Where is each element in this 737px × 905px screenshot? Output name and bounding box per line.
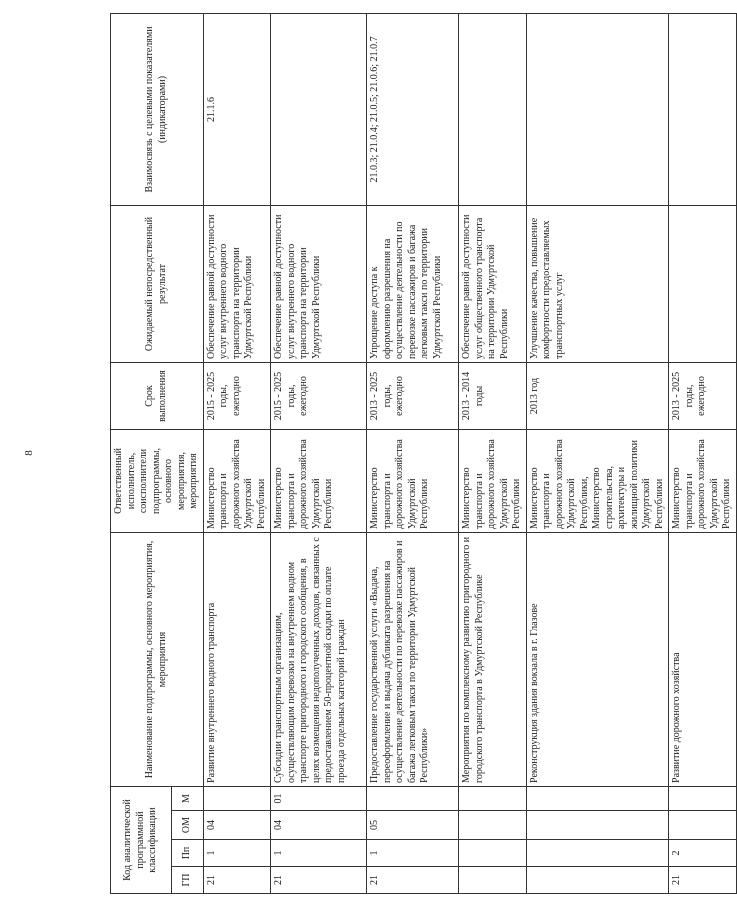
header-term: Срок выполнения: [111, 362, 204, 429]
cell-gp: 21: [669, 867, 737, 894]
header-pp: Пп: [171, 840, 203, 867]
cell-m: [203, 786, 271, 810]
cell-pp: [526, 840, 669, 867]
header-name: Наименование подпрограммы, основного мероприятия, мероприятия: [111, 532, 204, 786]
cell-result: Улучшение качества, повышение комфортности предоставляемых транспортных услуг: [526, 205, 669, 362]
cell-term: 2013 - 2025 годы, ежегодно: [669, 362, 737, 429]
cell-om: [459, 811, 527, 840]
cell-name: Субсидии транспортным организациям, осуществляющим перевозки на внутреннем водном транспорте пригородного и городского сообщения, в целях возмещения недополученных доходов, связанных с предоставлением 50-процентной скидки по оплате проезда отдельных категорий граждан: [271, 532, 367, 786]
cell-responsible: Министерство транспорта и дорожного хозяйства Удмуртской Республики, Министерство строительства, архитектуры и жилищной политики Удмуртской Республики: [526, 429, 669, 532]
table-row: [367, 13, 459, 893]
cell-name: Развитие внутреннего водного транспорта: [203, 532, 271, 786]
header-code-group: Код аналитической программной классификации: [111, 786, 172, 893]
cell-responsible: Министерство транспорта и дорожного хозяйства Удмуртской Республики: [367, 429, 459, 532]
cell-responsible: Министерство транспорта и дорожного хозяйства Удмуртской Республики: [669, 429, 737, 532]
cell-term: 2013 год: [526, 362, 669, 429]
cell-result: Обеспечение равной доступности услуг внутреннего водного транспорта на территории Удмуртской Республики: [271, 205, 367, 362]
cell-om: [669, 811, 737, 840]
cell-m: 01: [271, 786, 367, 810]
cell-om: 05: [367, 811, 459, 840]
cell-result: [669, 205, 737, 362]
table-row: [203, 13, 271, 893]
cell-name: Развитие дорожного хозяйства: [669, 532, 737, 786]
table-header-row: [111, 13, 172, 893]
header-om: ОМ: [171, 811, 203, 840]
cell-link: [271, 13, 367, 205]
cell-term: 2015 - 2025 годы, ежегодно: [203, 362, 271, 429]
cell-result: Упрощение доступа к оформлению разрешения на осуществление деятельности по перевозке пассажиров и багажа легковым такси по территории Удмуртской Республики: [367, 205, 459, 362]
cell-link: [459, 13, 527, 205]
header-gp: ГП: [171, 867, 203, 894]
cell-name: Предоставление государственной услуги «Выдача, переоформление и выдача дубликата разрешения на осуществление деятельности по перевозке пассажиров и багажа легковым такси по территории Удмуртской Республики»: [367, 532, 459, 786]
cell-pp: [459, 840, 527, 867]
cell-responsible: Министерство транспорта и дорожного хозяйства Удмуртской Республики: [271, 429, 367, 532]
cell-gp: [459, 867, 527, 894]
cell-link: [526, 13, 669, 205]
cell-pp: 1: [203, 840, 271, 867]
header-responsible: Ответственный исполнитель, соисполнители подпрограммы, основного мероприятия, мероприятия: [111, 429, 204, 532]
table-row: [459, 13, 527, 893]
header-link: Взаимосвязь с целевыми показателями (индикаторами): [111, 13, 204, 205]
cell-gp: 21: [203, 867, 271, 894]
cell-responsible: Министерство транспорта и дорожного хозяйства Удмуртской Республики: [459, 429, 527, 532]
header-m: М: [171, 786, 203, 810]
cell-term: 2013 - 2014 годы: [459, 362, 527, 429]
cell-pp: 1: [271, 840, 367, 867]
cell-gp: [526, 867, 669, 894]
program-table: [110, 13, 737, 894]
table-row: [669, 13, 737, 893]
table-row: [526, 13, 669, 893]
cell-link: [669, 13, 737, 205]
cell-om: [526, 811, 669, 840]
page-number: 8: [22, 450, 35, 456]
cell-m: [526, 786, 669, 810]
cell-om: 04: [203, 811, 271, 840]
cell-pp: 1: [367, 840, 459, 867]
cell-name: Реконструкция здания вокзала в г. Глазове: [526, 532, 669, 786]
cell-link: 21.0.3; 21.0.4; 21.0.5; 21.0.6; 21.0.7: [367, 13, 459, 205]
cell-name: Мероприятия по комплексному развитию пригородного и городского транспорта в Удмуртской Республике: [459, 532, 527, 786]
rotated-table-container: [110, 14, 732, 894]
cell-result: Обеспечение равной доступности услуг общественного транспорта на территории Удмуртской Республики: [459, 205, 527, 362]
cell-om: 04: [271, 811, 367, 840]
cell-term: 2013 - 2025 годы, ежегодно: [367, 362, 459, 429]
cell-m: [459, 786, 527, 810]
cell-result: Обеспечение равной доступности услуг внутреннего водного транспорта на территории Удмуртской Республики: [203, 205, 271, 362]
cell-responsible: Министерство транспорта и дорожного хозяйства Удмуртской Республики: [203, 429, 271, 532]
cell-m: [367, 786, 459, 810]
cell-m: [669, 786, 737, 810]
header-result: Ожидаемый непосредственный результат: [111, 205, 204, 362]
cell-term: 2015 - 2025 годы, ежегодно: [271, 362, 367, 429]
cell-gp: 21: [271, 867, 367, 894]
table-row: [271, 13, 367, 893]
cell-pp: 2: [669, 840, 737, 867]
cell-link: 21.1.6: [203, 13, 271, 205]
cell-gp: 21: [367, 867, 459, 894]
